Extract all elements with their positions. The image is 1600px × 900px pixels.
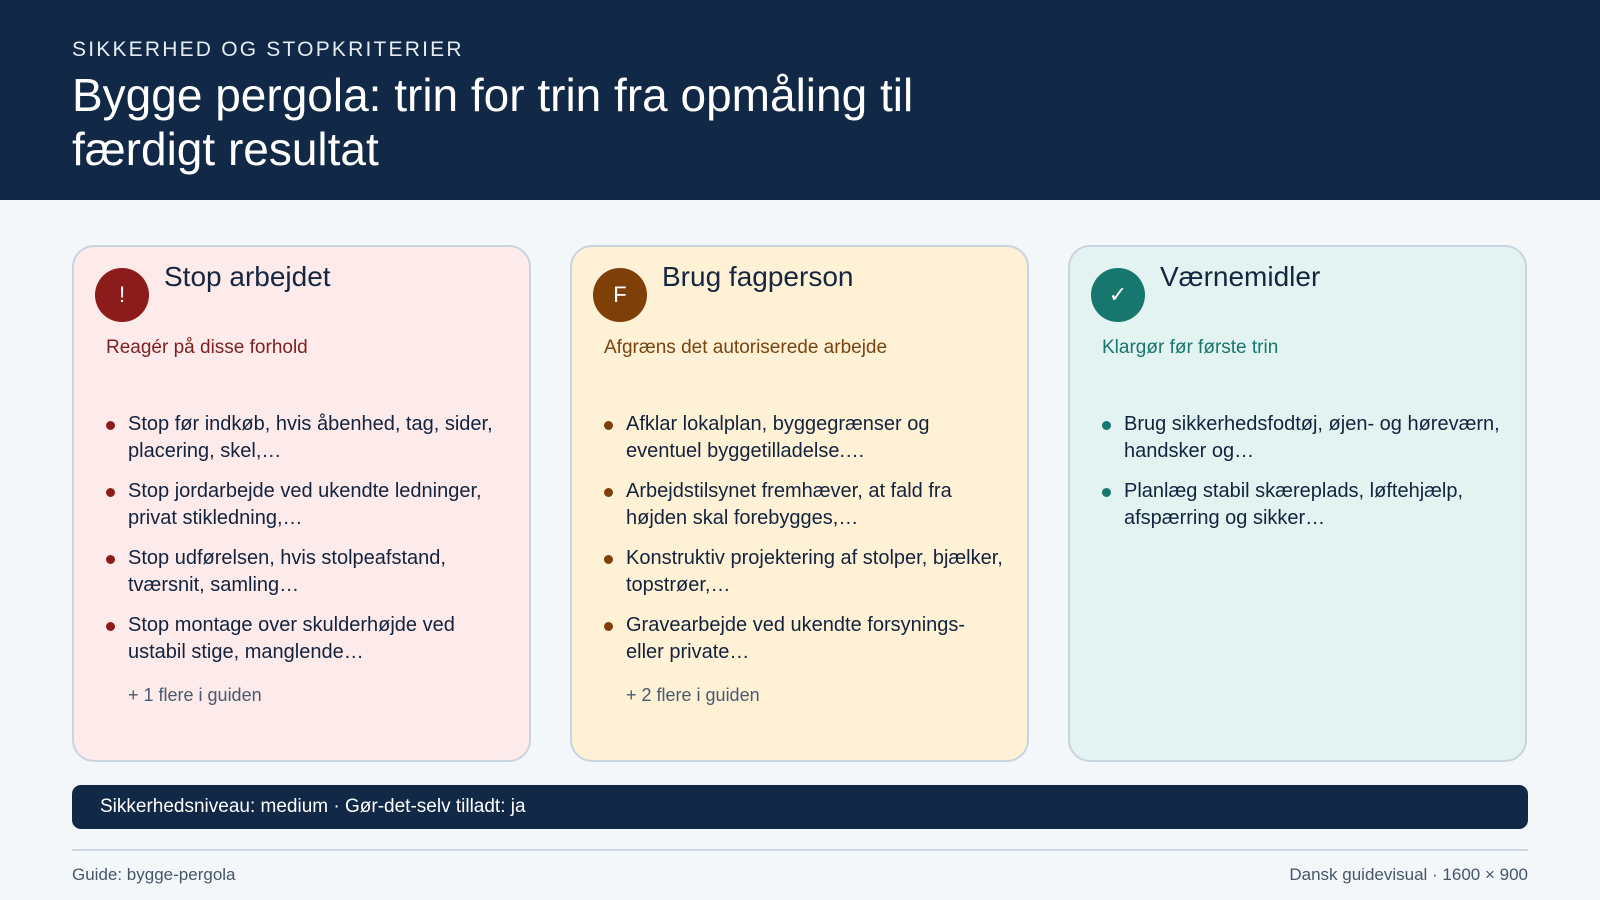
list-item-text: Konstruktiv projektering af stolper, bjælker, topstrøer,… xyxy=(626,547,1003,596)
header-banner xyxy=(0,0,1600,200)
list-item xyxy=(1102,478,1502,532)
bullet-dot-icon xyxy=(106,555,115,564)
more-in-guide-note: + 1 flere i guiden xyxy=(128,685,262,705)
page-title: Bygge pergola: trin for trin fra opmåling til færdigt resultat xyxy=(72,69,914,175)
list-item-text: Arbejdstilsynet fremhæver, at fald fra højden skal forebygges,… xyxy=(626,480,952,529)
bullet-dot-icon xyxy=(604,421,613,430)
list-item xyxy=(106,411,506,465)
list-item xyxy=(1102,411,1502,465)
footer-guide-label: Guide: bygge-pergola xyxy=(72,865,236,884)
bullet-dot-icon xyxy=(106,421,115,430)
list-item xyxy=(106,612,506,666)
eyebrow-label: SIKKERHED OG STOPKRITERIER xyxy=(72,38,464,61)
exclamation-icon: ! xyxy=(95,268,149,322)
card-subtitle: Reagér på disse forhold xyxy=(106,337,308,358)
letter-f-icon: F xyxy=(593,268,647,322)
card-subtitle: Klargør før første trin xyxy=(1102,337,1279,358)
footer-visual-label: Dansk guidevisual · 1600 × 900 xyxy=(1289,865,1528,884)
card-subtitle: Afgræns det autoriserede arbejde xyxy=(604,337,888,358)
list-item xyxy=(106,478,506,532)
list-item-text: Stop før indkøb, hvis åbenhed, tag, sider, placering, skel,… xyxy=(128,413,493,462)
bullet-dot-icon xyxy=(106,622,115,631)
safety-status-bar xyxy=(72,785,1528,829)
bullet-dot-icon xyxy=(106,488,115,497)
safety-status-text: Sikkerhedsniveau: medium · Gør-det-selv tilladt: ja xyxy=(100,796,526,817)
card-protective-equipment xyxy=(1068,245,1527,762)
list-item xyxy=(604,411,1004,465)
bullet-dot-icon xyxy=(604,555,613,564)
list-item-text: Gravearbejde ved ukendte forsynings- eller private… xyxy=(626,614,966,663)
more-in-guide-note: + 2 flere i guiden xyxy=(626,685,760,705)
card-title: Værnemidler xyxy=(1160,261,1321,292)
list-item xyxy=(604,612,1004,666)
list-item-text: Stop udførelsen, hvis stolpeafstand, tværsnit, samling… xyxy=(128,547,446,596)
bullet-dot-icon xyxy=(1102,421,1111,430)
bullet-dot-icon xyxy=(604,488,613,497)
card-title: Brug fagperson xyxy=(662,261,854,292)
card-stop-work xyxy=(72,245,531,762)
list-item xyxy=(106,545,506,599)
list-item-text: Afklar lokalplan, byggegrænser og eventuel byggetilladelse.… xyxy=(626,413,930,462)
bullet-dot-icon xyxy=(604,622,613,631)
footer-divider xyxy=(72,849,1528,851)
list-item-text: Planlæg stabil skæreplads, løftehjælp, afspærring og sikker… xyxy=(1124,480,1464,529)
list-item xyxy=(604,545,1004,599)
checkmark-icon: ✓ xyxy=(1091,268,1145,322)
list-item-text: Brug sikkerhedsfodtøj, øjen- og høreværn, handsker og… xyxy=(1124,413,1500,462)
bullet-dot-icon xyxy=(1102,488,1111,497)
item-list xyxy=(1102,411,1502,545)
list-item xyxy=(604,478,1004,532)
card-title: Stop arbejdet xyxy=(164,261,331,292)
card-use-professional xyxy=(570,245,1029,762)
list-item-text: Stop montage over skulderhøjde ved ustabil stige, manglende… xyxy=(128,614,455,663)
item-list xyxy=(106,411,506,679)
list-item-text: Stop jordarbejde ved ukendte ledninger, privat stikledning,… xyxy=(128,480,482,529)
item-list xyxy=(604,411,1004,679)
cards-row xyxy=(72,245,1528,762)
